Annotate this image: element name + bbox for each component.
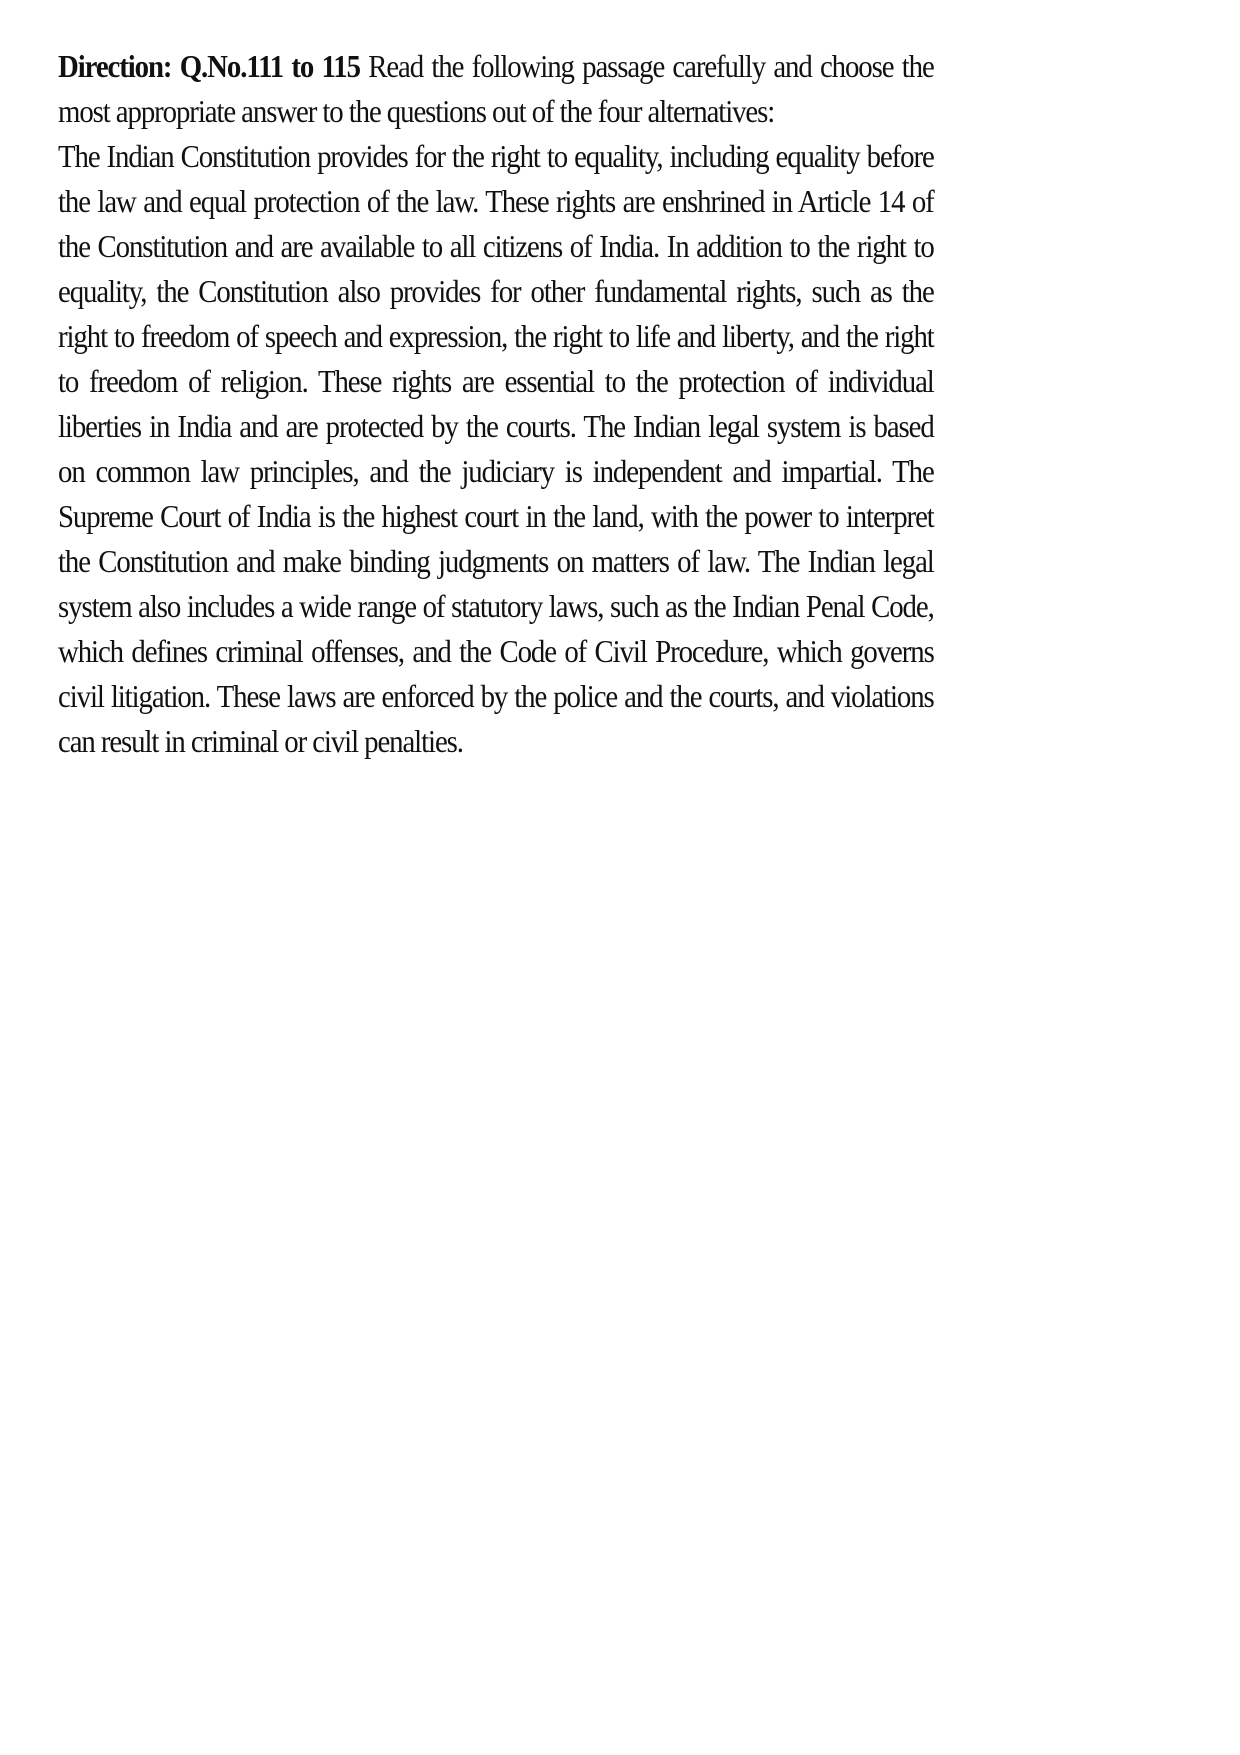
direction-instruction: Read the following passage carefully and choose the most appropriate answer to the questions out of the four alternatives: <box>58 48 934 129</box>
document-content <box>58 44 934 764</box>
question-range: Q.No.111 to 115 <box>179 48 360 84</box>
direction-label: Direction: <box>58 48 172 84</box>
direction-paragraph <box>58 44 934 134</box>
passage-text: The Indian Constitution provides for the right to equality, including equality before the law and equal protection of the law. These rights are enshrined in Article 14 of the Constitution and are available to all citizens of India. In addition to the right to equality, the Constitution also provides for other fundamental rights, such as the right to freedom of speech and expression, the right to life and liberty, and the right to freedom of religion. These rights are essential to the protection of individual liberties in India and are protected by the courts. The Indian legal system is based on common law principles, and the judiciary is independent and impartial. The Supreme Court of India is the highest court in the land, with the power to interpret the Constitution and make binding judgments on matters of law. The Indian legal system also includes a wide range of statutory laws, such as the Indian Penal Code, which defines criminal offenses, and the Code of Civil Procedure, which governs civil litigation. These laws are enforced by the police and the courts, and violations can result in criminal or civil penalties. <box>58 138 934 759</box>
